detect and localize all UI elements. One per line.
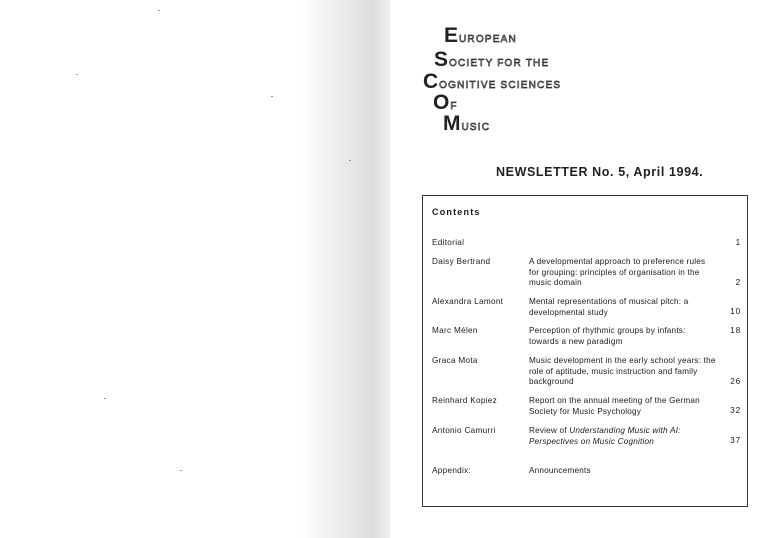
- book-spine-shadow: [300, 0, 390, 538]
- logo-word: F: [450, 101, 458, 112]
- logo-line-of: [433, 91, 458, 113]
- entry-description: Music development in the early school years: the role of aptitude, music instruction and family background: [529, 356, 716, 387]
- logo-initial: S: [434, 48, 449, 71]
- logo-word: OCIETY FOR THE: [449, 58, 550, 69]
- entry-author: Editorial: [432, 238, 465, 247]
- entry-description: Report on the annual meeting of the German Society for Music Psychology: [529, 396, 700, 416]
- entry-description: [529, 426, 717, 447]
- contents-heading: Contents: [432, 207, 481, 217]
- paper-speck: [271, 96, 273, 97]
- paper-speck: [76, 74, 78, 75]
- logo-initial: E: [444, 24, 459, 47]
- logo-initial: M: [443, 112, 461, 135]
- entry-author: Antonio Camurri: [432, 426, 496, 435]
- entry-author: Graca Mota: [432, 356, 478, 365]
- logo-line-music: [443, 112, 490, 134]
- logo-line-society: [434, 48, 549, 70]
- entry-author: Marc Mélen: [432, 326, 478, 335]
- entry-description: A developmental approach to preference rules for grouping: principles of organisation in the music domain: [529, 257, 706, 288]
- logo-initial: O: [433, 91, 450, 114]
- logo-line-european: [444, 24, 517, 46]
- logo-initial: C: [423, 70, 439, 93]
- paper-speck: [349, 160, 351, 161]
- logo-line-cognitive: [423, 70, 561, 92]
- entry-page: 1: [735, 238, 741, 247]
- entry-page: 37: [730, 436, 741, 445]
- contents-box: [422, 195, 748, 507]
- entry-author: Alexandra Lamont: [432, 297, 504, 306]
- paper-speck: [180, 470, 182, 471]
- book-title-part2: Perspectives on Music Cognition: [529, 436, 654, 446]
- paper-speck: [104, 398, 106, 399]
- logo-word: OGNITIVE SCIENCES: [439, 80, 562, 91]
- entry-description: Mental representations of musical pitch: a developmental study: [529, 297, 689, 317]
- entry-page: 2: [735, 278, 741, 287]
- paper-speck: [158, 10, 160, 11]
- entry-description-text: Review of: [529, 426, 570, 435]
- entry-description: Announcements: [529, 466, 591, 475]
- entry-author: Daisy Bertrand: [432, 257, 491, 266]
- entry-author: Appendix:: [432, 466, 472, 475]
- logo-word: UROPEAN: [459, 34, 517, 45]
- book-title-part1: Understanding Music with AI:: [569, 426, 681, 435]
- entry-description: Perception of rhythmic groups by infants: towards a new paradigm: [529, 326, 686, 346]
- entry-author: Reinhard Kopiez: [432, 396, 498, 405]
- newsletter-title: NEWSLETTER No. 5, April 1994.: [496, 165, 704, 179]
- entry-page: 10: [730, 307, 741, 316]
- entry-page: 18: [730, 326, 741, 335]
- logo-word: USIC: [461, 122, 491, 133]
- entry-page: 32: [730, 406, 741, 415]
- entry-page: 26: [730, 377, 741, 386]
